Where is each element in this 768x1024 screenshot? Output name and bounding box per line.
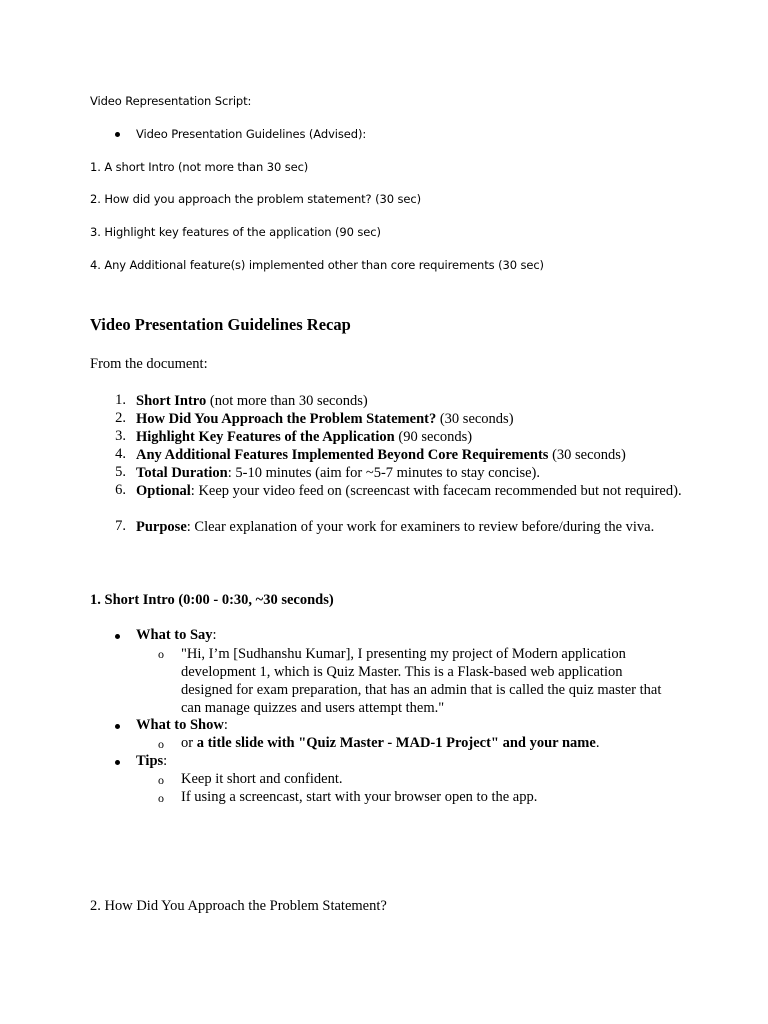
script-item-2: 2. How did you approach the problem statement? (30 sec) xyxy=(90,192,421,206)
what-to-show-label: What to Show: xyxy=(136,717,228,733)
recap-item-bold: Purpose xyxy=(136,519,187,535)
what-to-say-label: What to Say: xyxy=(136,627,217,643)
recap-item-number: 3. xyxy=(115,428,126,444)
recap-item xyxy=(136,392,696,410)
recap-intro: From the document: xyxy=(90,356,208,372)
recap-item-rest: (90 seconds) xyxy=(394,429,473,445)
recap-item-bold: How Did You Approach the Problem Statement? xyxy=(136,411,437,427)
what-to-say-text: "Hi, I’m [Sudhanshu Kumar], I presenting my project of Modern application development 1, which is Quiz Master. This is a Flask-based web application designed for exam preparation, that has an admin that is called the quiz master that can manage quizzes and users attempt them." xyxy=(181,646,662,716)
recap-item-number: 4. xyxy=(115,446,126,462)
recap-item-bold: Total Duration xyxy=(136,465,228,481)
what-to-show-text: or a title slide with "Quiz Master - MAD-1 Project" and your name. xyxy=(181,735,600,751)
recap-item xyxy=(136,428,696,446)
bullet-dot xyxy=(115,724,120,729)
recap-heading: Video Presentation Guidelines Recap xyxy=(90,315,351,334)
recap-item-bold: Highlight Key Features of the Application xyxy=(136,429,395,445)
sub-bullet-marker: o xyxy=(158,737,164,751)
recap-item xyxy=(136,482,696,500)
recap-item-bold: Any Additional Features Implemented Beyond Core Requirements xyxy=(136,447,549,463)
recap-item xyxy=(136,464,696,482)
script-item-3: 3. Highlight key features of the application (90 sec) xyxy=(90,225,381,239)
script-item-4: 4. Any Additional feature(s) implemented other than core requirements (30 sec) xyxy=(90,258,544,272)
recap-item-rest: : Keep your video feed on (screencast with facecam recommended but not required). xyxy=(190,483,682,499)
recap-item-bold: Optional xyxy=(136,483,191,499)
script-item-1: 1. A short Intro (not more than 30 sec) xyxy=(90,160,309,174)
tip-item-2: If using a screencast, start with your browser open to the app. xyxy=(181,789,538,805)
sub-bullet-marker: o xyxy=(158,791,164,805)
script-title: Video Representation Script: xyxy=(90,94,252,108)
sub-bullet-marker: o xyxy=(158,773,164,787)
recap-item-rest: : 5-10 minutes (aim for ~5-7 minutes to stay concise). xyxy=(227,465,540,481)
recap-item-number: 7. xyxy=(115,518,126,534)
recap-item-number: 1. xyxy=(115,392,126,408)
tip-item-1: Keep it short and confident. xyxy=(181,771,343,787)
recap-item-rest: (not more than 30 seconds) xyxy=(206,393,368,409)
recap-item xyxy=(136,410,696,428)
recap-item-rest: : Clear explanation of your work for examiners to review before/during the viva. xyxy=(186,519,655,535)
bullet-dot xyxy=(115,132,120,137)
recap-item xyxy=(136,446,696,464)
tips-label: Tips: xyxy=(136,753,168,769)
recap-item-number: 6. xyxy=(115,482,126,498)
recap-item-rest: (30 seconds) xyxy=(548,447,626,463)
script-bullet: Video Presentation Guidelines (Advised): xyxy=(136,127,367,141)
bullet-dot xyxy=(115,634,120,639)
recap-item-bold: Short Intro xyxy=(136,393,207,409)
recap-item-number: 5. xyxy=(115,464,126,480)
recap-item-rest: (30 seconds) xyxy=(436,411,514,427)
recap-item-number: 2. xyxy=(115,410,126,426)
recap-item xyxy=(136,518,696,536)
bullet-dot xyxy=(115,760,120,765)
section1-heading: 1. Short Intro (0:00 - 0:30, ~30 seconds) xyxy=(90,592,334,608)
section2-heading: 2. How Did You Approach the Problem Statement? xyxy=(90,898,387,914)
sub-bullet-marker: o xyxy=(158,647,164,661)
